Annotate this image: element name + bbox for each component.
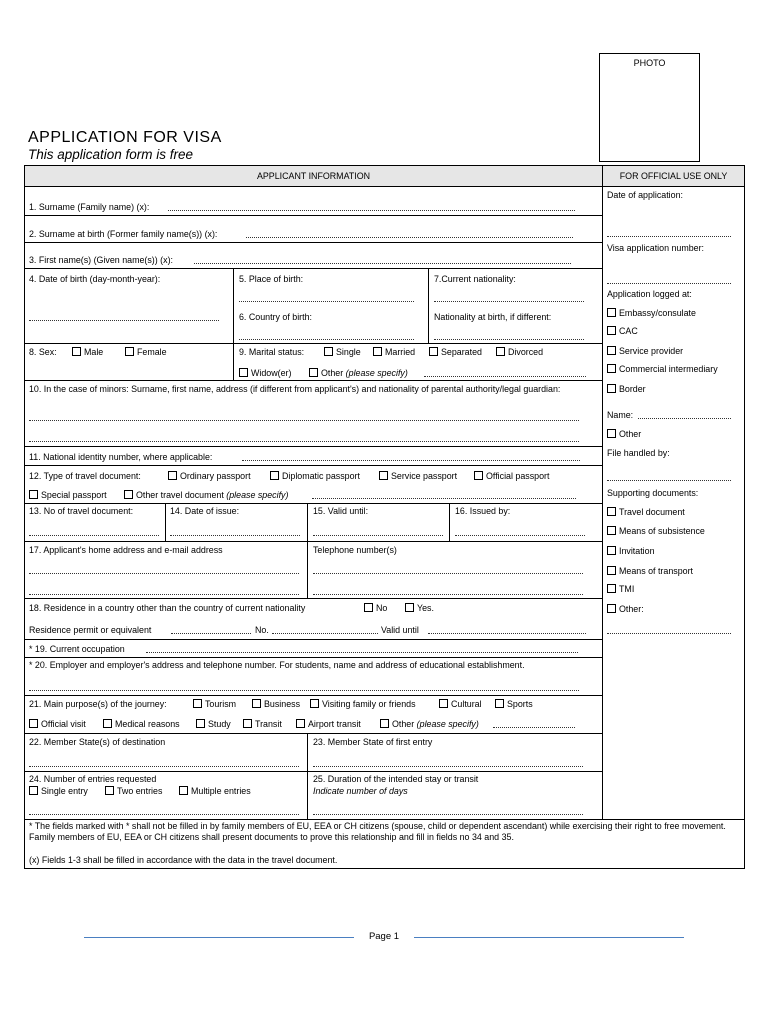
official-header-label: FOR OFFICIAL USE ONLY <box>619 171 728 181</box>
field-7b-label: Nationality at birth, if different: <box>434 312 552 322</box>
logged-other-option[interactable]: Other <box>607 429 641 440</box>
support-invitation-option[interactable]: Invitation <box>607 546 655 557</box>
entries-multiple-option[interactable]: Multiple entries <box>179 786 251 797</box>
field-20-label: * 20. Employer and employer's address and telephone number. For students, name and address of educational establishment. <box>29 660 525 670</box>
field-6-label: 6. Country of birth: <box>239 312 313 322</box>
row-line <box>24 465 603 466</box>
checkbox[interactable] <box>105 786 114 795</box>
purpose-official-option[interactable]: Official visit <box>29 719 86 730</box>
field-8-label: 8. Sex: <box>29 347 57 357</box>
doc-diplomatic-option[interactable]: Diplomatic passport <box>270 471 360 482</box>
field-24-line[interactable] <box>29 814 299 815</box>
field-17-line[interactable] <box>29 573 299 574</box>
col-line <box>449 503 450 541</box>
field-17-line[interactable] <box>29 594 299 595</box>
checkbox[interactable] <box>72 347 81 356</box>
checkbox[interactable] <box>607 566 616 575</box>
checkbox[interactable] <box>474 471 483 480</box>
official-name-label: Name: <box>607 410 634 420</box>
checkbox[interactable] <box>124 490 133 499</box>
residence-no-label: No. <box>255 625 269 635</box>
row-line <box>24 343 603 344</box>
purpose-medical-option[interactable]: Medical reasons <box>103 719 180 730</box>
row-line <box>24 242 603 243</box>
footnote-x: (x) Fields 1-3 shall be filled in accordance with the data in the travel document. <box>29 855 338 865</box>
telephone-line[interactable] <box>313 573 583 574</box>
field-10-label: 10. In the case of minors: Surname, first name, address (if different from applicant's) and nationality of parental authority/legal guardian: <box>29 384 561 394</box>
field-22-label: 22. Member State(s) of destination <box>29 737 166 747</box>
field-10-line[interactable] <box>29 441 579 442</box>
field-5-label: 5. Place of birth: <box>239 274 304 284</box>
doc-other-option[interactable]: Other travel document (please specify) <box>124 490 288 501</box>
row-line <box>24 695 603 696</box>
official-handled-line[interactable] <box>607 480 731 481</box>
checkbox[interactable] <box>495 699 504 708</box>
purpose-study-option[interactable]: Study <box>196 719 231 730</box>
checkbox[interactable] <box>309 368 318 377</box>
residence-no-option[interactable]: No <box>364 603 387 614</box>
purpose-airport-transit-option[interactable]: Airport transit <box>296 719 361 730</box>
marital-widow-option[interactable]: Widow(er) <box>239 368 291 379</box>
row-line <box>24 657 603 658</box>
checkbox[interactable] <box>179 786 188 795</box>
row-line <box>24 771 603 772</box>
residence-valid-line[interactable] <box>428 633 586 634</box>
marital-other-option[interactable]: Other (please specify) <box>309 368 408 379</box>
official-logged-label: Application logged at: <box>607 289 692 299</box>
field-18b-label: Residence permit or equivalent <box>29 625 152 635</box>
field-7-label: 7.Current nationality: <box>434 274 516 284</box>
logged-embassy-option[interactable]: Embassy/consulate <box>607 308 696 319</box>
field-10-line[interactable] <box>29 420 579 421</box>
purpose-sports-option[interactable]: Sports <box>495 699 533 710</box>
checkbox[interactable] <box>405 603 414 612</box>
field-25-hint: Indicate number of days <box>313 786 408 796</box>
marital-separated-option[interactable]: Separated <box>429 347 482 358</box>
marital-married-option[interactable]: Married <box>373 347 415 358</box>
row-line <box>24 598 603 599</box>
row-line <box>24 446 603 447</box>
checkbox[interactable] <box>607 326 616 335</box>
support-other-line[interactable] <box>607 633 731 634</box>
field-19-label: * 19. Current occupation <box>29 644 125 654</box>
doc-other-line[interactable] <box>312 498 576 499</box>
residence-yes-option[interactable]: Yes. <box>405 603 434 614</box>
doc-ordinary-option[interactable]: Ordinary passport <box>168 471 251 482</box>
support-other-option[interactable]: Other: <box>607 604 644 615</box>
field-2-line[interactable] <box>246 237 573 238</box>
checkbox[interactable] <box>607 346 616 355</box>
residence-permit-line[interactable] <box>171 633 251 634</box>
checkbox[interactable] <box>496 347 505 356</box>
field-25-line[interactable] <box>313 814 583 815</box>
official-date-line[interactable] <box>607 236 731 237</box>
residence-valid-label: Valid until <box>381 625 419 635</box>
field-9-label: 9. Marital status: <box>239 347 305 357</box>
official-visa-number-line[interactable] <box>607 283 731 284</box>
entries-two-option[interactable]: Two entries <box>105 786 162 797</box>
footnote-star: * The fields marked with * shall not be filled in by family members of EU, EEA or CH citizens (spouse, child or dependent ascendant) while exercising their right to free movement. Family members of EU, EEA or CH citizens shall present documents to prove this relationship and fill in fields no 34 and 35. <box>29 821 726 842</box>
field-16-label: 16. Issued by: <box>455 506 511 516</box>
support-tmi-option[interactable]: TMI <box>607 584 634 595</box>
col-line <box>233 268 234 380</box>
field-3-line[interactable] <box>194 263 571 264</box>
checkbox[interactable] <box>373 347 382 356</box>
sex-female-option[interactable]: Female <box>125 347 167 358</box>
row-line <box>24 268 603 269</box>
field-18-label: 18. Residence in a country other than the country of current nationality <box>29 603 306 613</box>
checkbox[interactable] <box>125 347 134 356</box>
field-1-line[interactable] <box>168 210 575 211</box>
checkbox[interactable] <box>607 507 616 516</box>
field-19-line[interactable] <box>146 652 578 653</box>
purpose-business-option[interactable]: Business <box>252 699 300 710</box>
support-travel-doc-option[interactable]: Travel document <box>607 507 685 518</box>
checkbox[interactable] <box>380 719 389 728</box>
marital-single-option[interactable]: Single <box>324 347 361 358</box>
checkbox[interactable] <box>29 786 38 795</box>
checkbox[interactable] <box>103 719 112 728</box>
checkbox[interactable] <box>29 719 38 728</box>
col-line <box>165 503 166 541</box>
logged-cac-option[interactable]: CAC <box>607 326 638 337</box>
field-4-line[interactable] <box>29 320 219 321</box>
field-23-label: 23. Member State of first entry <box>313 737 433 747</box>
checkbox[interactable] <box>243 719 252 728</box>
field-5-line[interactable] <box>239 301 414 302</box>
checkbox[interactable] <box>364 603 373 612</box>
form-title: APPLICATION FOR VISA <box>28 129 222 146</box>
field-24-label: 24. Number of entries requested <box>29 774 157 784</box>
col-line <box>307 503 308 598</box>
checkbox[interactable] <box>439 699 448 708</box>
col-line <box>428 268 429 343</box>
field-1-label: 1. Surname (Family name) (x): <box>29 202 150 212</box>
photo-box <box>599 53 700 162</box>
field-14-line[interactable] <box>170 535 300 536</box>
field-13-label: 13. No of travel document: <box>29 506 134 516</box>
official-visa-number-label: Visa application number: <box>607 243 705 253</box>
field-11-line[interactable] <box>242 460 580 461</box>
field-4-label: 4. Date of birth (day-month-year): <box>29 274 161 284</box>
checkbox[interactable] <box>296 719 305 728</box>
checkbox[interactable] <box>429 347 438 356</box>
checkbox[interactable] <box>270 471 279 480</box>
logged-commercial-option[interactable]: Commercial intermediary <box>607 364 718 375</box>
checkbox[interactable] <box>607 384 616 393</box>
row-line <box>24 380 603 381</box>
field-7b-line[interactable] <box>434 339 584 340</box>
purpose-cultural-option[interactable]: Cultural <box>439 699 482 710</box>
field-17-label: 17. Applicant's home address and e-mail address <box>29 545 223 555</box>
col-line <box>307 733 308 819</box>
checkbox[interactable] <box>239 368 248 377</box>
support-transport-option[interactable]: Means of transport <box>607 566 693 577</box>
row-line <box>24 215 603 216</box>
doc-special-option[interactable]: Special passport <box>29 490 107 501</box>
checkbox[interactable] <box>607 604 616 613</box>
row-line <box>24 819 745 820</box>
photo-label: PHOTO <box>633 58 666 68</box>
marital-other-line[interactable] <box>424 376 586 377</box>
residence-number-line[interactable] <box>272 633 378 634</box>
checkbox[interactable] <box>607 546 616 555</box>
telephone-line[interactable] <box>313 594 583 595</box>
field-16-line[interactable] <box>455 535 585 536</box>
field-22-line[interactable] <box>29 766 299 767</box>
row-line <box>24 541 603 542</box>
checkbox[interactable] <box>310 699 319 708</box>
checkbox[interactable] <box>168 471 177 480</box>
field-14-label: 14. Date of issue: <box>170 506 240 516</box>
field-17b-label: Telephone number(s) <box>313 545 397 555</box>
official-date-label: Date of application: <box>607 190 683 200</box>
checkbox[interactable] <box>324 347 333 356</box>
entries-single-option[interactable]: Single entry <box>29 786 88 797</box>
checkbox[interactable] <box>196 719 205 728</box>
support-subsistence-option[interactable]: Means of subsistence <box>607 526 705 537</box>
row-line <box>24 733 603 734</box>
logged-border-option[interactable]: Border <box>607 384 646 395</box>
checkbox[interactable] <box>193 699 202 708</box>
page-number: Page 1 <box>0 931 768 942</box>
doc-service-option[interactable]: Service passport <box>379 471 457 482</box>
purpose-transit-option[interactable]: Transit <box>243 719 282 730</box>
official-name-line[interactable] <box>638 418 731 419</box>
checkbox[interactable] <box>252 699 261 708</box>
checkbox[interactable] <box>607 584 616 593</box>
field-15-label: 15. Valid until: <box>313 506 369 516</box>
field-11-label: 11. National identity number, where applicable: <box>29 452 213 462</box>
purpose-other-option[interactable]: Other (please specify) <box>380 719 479 730</box>
field-6-line[interactable] <box>239 339 414 340</box>
checkbox[interactable] <box>607 364 616 373</box>
field-7-line[interactable] <box>434 301 584 302</box>
purpose-tourism-option[interactable]: Tourism <box>193 699 236 710</box>
checkbox[interactable] <box>607 526 616 535</box>
field-12-label: 12. Type of travel document: <box>29 471 141 481</box>
field-2-label: 2. Surname at birth (Former family name(s)) (x): <box>29 229 218 239</box>
checkbox[interactable] <box>607 308 616 317</box>
sex-male-option[interactable]: Male <box>72 347 103 358</box>
logged-service-provider-option[interactable]: Service provider <box>607 346 683 357</box>
doc-official-option[interactable]: Official passport <box>474 471 549 482</box>
field-3-label: 3. First name(s) (Given name(s)) (x): <box>29 255 173 265</box>
official-handled-label: File handled by: <box>607 448 670 458</box>
form-subtitle: This application form is free <box>28 147 194 162</box>
field-23-line[interactable] <box>313 766 583 767</box>
field-25-label: 25. Duration of the intended stay or transit <box>313 774 479 784</box>
purpose-family-option[interactable]: Visiting family or friends <box>310 699 416 710</box>
checkbox[interactable] <box>607 429 616 438</box>
purpose-other-line[interactable] <box>493 727 575 728</box>
applicant-header-label: APPLICANT INFORMATION <box>256 171 371 181</box>
checkbox[interactable] <box>379 471 388 480</box>
marital-divorced-option[interactable]: Divorced <box>496 347 543 358</box>
checkbox[interactable] <box>29 490 38 499</box>
field-20-line[interactable] <box>29 690 579 691</box>
field-13-line[interactable] <box>29 535 159 536</box>
official-supporting-label: Supporting documents: <box>607 488 699 498</box>
field-15-line[interactable] <box>313 535 443 536</box>
row-line <box>24 639 603 640</box>
field-21-label: 21. Main purpose(s) of the journey: <box>29 699 167 709</box>
row-line <box>24 503 603 504</box>
